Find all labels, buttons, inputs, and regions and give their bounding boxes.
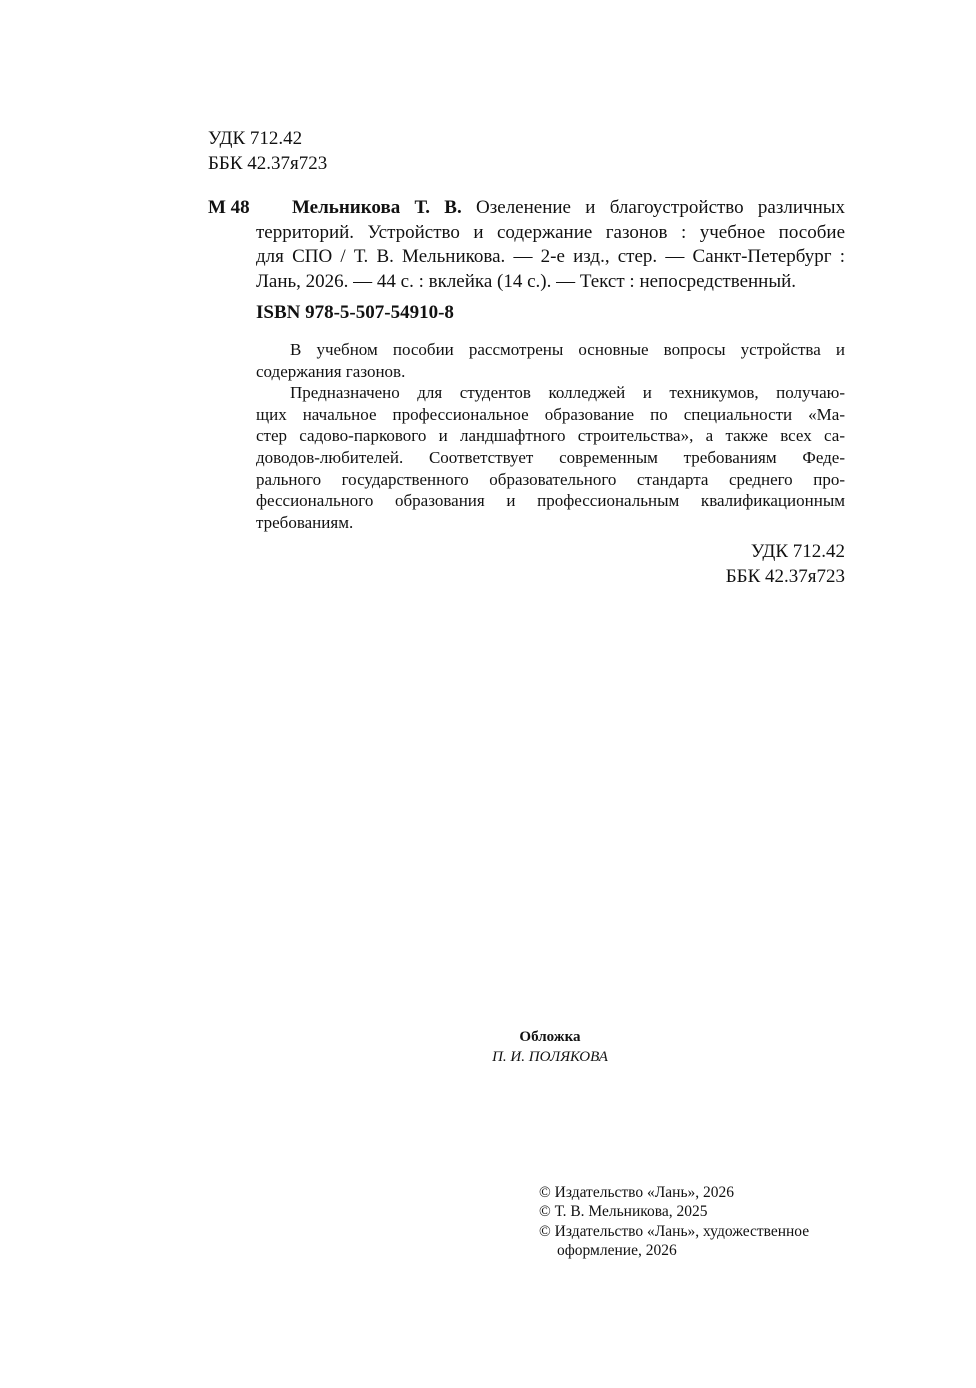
entry-line: территорий. Устройство и содержание газонов : учебное пособие: [256, 221, 845, 243]
author-sign-code: М 48: [208, 197, 250, 218]
abstract-line: содержания газонов.: [256, 361, 406, 381]
bottom-udk-code: УДК 712.42: [750, 541, 845, 562]
abstract-line: В учебном пособии рассмотрены основные вопросы устройства и: [290, 340, 845, 359]
abstract-line: рального государственного образовательного стандарта среднего про-: [256, 469, 845, 489]
abstract-text: [256, 339, 845, 533]
cover-credit: [482, 1027, 618, 1067]
title-start: Озеленение и благоустройство различных: [476, 197, 846, 218]
top-udk-code: УДК 712.42: [208, 128, 303, 149]
copyright-notices: [539, 1183, 839, 1261]
entry-line: для СПО / Т. В. Мельникова. — 2-е изд., стер. — Санкт-Петербург :: [256, 246, 845, 268]
isbn-number: ISBN 978-5-507-54910-8: [256, 302, 454, 323]
entry-line: Лань, 2026. — 44 с. : вклейка (14 с.). — Текст : непосредственный.: [256, 270, 797, 292]
abstract-line: щих начальное профессиональное образование по специальности «Ма-: [256, 404, 845, 424]
copyright-line: © Издательство «Лань», художественное: [539, 1222, 810, 1240]
author-name: Мельникова Т. В.: [292, 197, 462, 218]
bottom-bbk-code: ББК 42.37я723: [725, 566, 845, 587]
entry-description: [256, 221, 845, 295]
abstract-line: стер садово-паркового и ландшафтного строительства», а также всех са-: [256, 426, 845, 446]
cover-designer-name: П. И. ПОЛЯКОВА: [492, 1049, 608, 1065]
copyright-line: оформление, 2026: [557, 1242, 677, 1260]
top-bbk-code: ББК 42.37я723: [208, 153, 328, 174]
entry-first-line: [208, 196, 845, 221]
abstract-line: требованиям.: [256, 512, 354, 532]
bibliographic-entry: [208, 196, 845, 294]
copyright-line: © Т. В. Мельникова, 2025: [539, 1203, 708, 1221]
copyright-line: © Издательство «Лань», 2026: [539, 1184, 735, 1201]
entry-first-line-text: [292, 196, 845, 221]
abstract-line: фессионального образования и профессиональным квалификационным: [256, 491, 845, 511]
bottom-classification-codes: [726, 539, 845, 589]
abstract-line: доводов-любителей. Соответствует современным требованиям Феде-: [256, 447, 845, 467]
cover-label: Обложка: [519, 1029, 581, 1045]
top-classification-codes: [208, 126, 327, 176]
abstract-line: Предназначено для студентов колледжей и техникумов, получаю-: [290, 383, 845, 403]
